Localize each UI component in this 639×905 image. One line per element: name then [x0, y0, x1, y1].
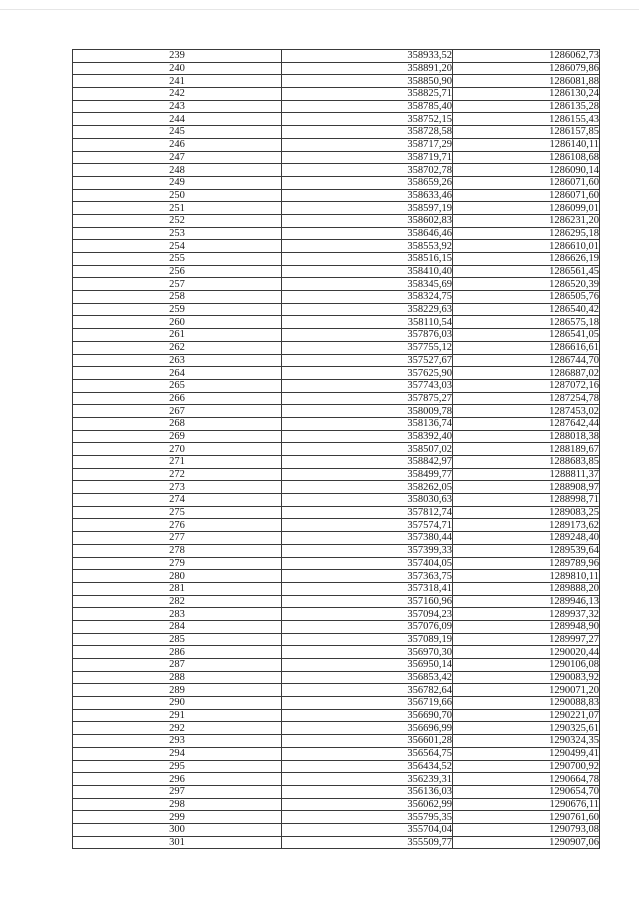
- point-number-cell: 259: [73, 303, 282, 316]
- point-number-cell: 239: [73, 50, 282, 63]
- table-row: [73, 773, 600, 786]
- x-coordinate-cell: 356853,42: [282, 671, 453, 684]
- y-coordinate-cell: 1290793,08: [453, 823, 600, 836]
- x-coordinate-cell: 357527,67: [282, 354, 453, 367]
- y-coordinate-cell: 1290325,61: [453, 722, 600, 735]
- table-row: [73, 646, 600, 659]
- y-coordinate-cell: 1290020,44: [453, 646, 600, 659]
- x-coordinate-cell: 357380,44: [282, 532, 453, 545]
- x-coordinate-cell: 358842,97: [282, 456, 453, 469]
- y-coordinate-cell: 1286561,45: [453, 265, 600, 278]
- point-number-cell: 256: [73, 265, 282, 278]
- point-number-cell: 269: [73, 430, 282, 443]
- x-coordinate-cell: 358553,92: [282, 240, 453, 253]
- y-coordinate-cell: 1286744,70: [453, 354, 600, 367]
- table-row: [73, 379, 600, 392]
- x-coordinate-cell: 358597,19: [282, 202, 453, 215]
- y-coordinate-cell: 1289539,64: [453, 544, 600, 557]
- table-row: [73, 557, 600, 570]
- point-number-cell: 244: [73, 113, 282, 126]
- y-coordinate-cell: 1288998,71: [453, 494, 600, 507]
- x-coordinate-cell: 358009,78: [282, 405, 453, 418]
- table-row: [73, 291, 600, 304]
- y-coordinate-cell: 1286079,86: [453, 62, 600, 75]
- x-coordinate-cell: 358646,46: [282, 227, 453, 240]
- point-number-cell: 299: [73, 811, 282, 824]
- y-coordinate-cell: 1290499,41: [453, 747, 600, 760]
- point-number-cell: 296: [73, 773, 282, 786]
- point-number-cell: 247: [73, 151, 282, 164]
- y-coordinate-cell: 1289937,32: [453, 608, 600, 621]
- point-number-cell: 285: [73, 633, 282, 646]
- point-number-cell: 252: [73, 214, 282, 227]
- x-coordinate-cell: 358717,29: [282, 138, 453, 151]
- x-coordinate-cell: 356062,99: [282, 798, 453, 811]
- y-coordinate-cell: 1289248,40: [453, 532, 600, 545]
- point-number-cell: 246: [73, 138, 282, 151]
- x-coordinate-cell: 358229,63: [282, 303, 453, 316]
- y-coordinate-cell: 1286626,19: [453, 253, 600, 266]
- x-coordinate-cell: 355509,77: [282, 836, 453, 849]
- table-row: [73, 405, 600, 418]
- x-coordinate-cell: 358392,40: [282, 430, 453, 443]
- table-row: [73, 126, 600, 139]
- point-number-cell: 275: [73, 506, 282, 519]
- x-coordinate-cell: 357875,27: [282, 392, 453, 405]
- point-number-cell: 291: [73, 709, 282, 722]
- y-coordinate-cell: 1286090,14: [453, 164, 600, 177]
- x-coordinate-cell: 358633,46: [282, 189, 453, 202]
- x-coordinate-cell: 358410,40: [282, 265, 453, 278]
- x-coordinate-cell: 357625,90: [282, 367, 453, 380]
- table-row: [73, 430, 600, 443]
- point-number-cell: 273: [73, 481, 282, 494]
- x-coordinate-cell: 358752,15: [282, 113, 453, 126]
- x-coordinate-cell: 357812,74: [282, 506, 453, 519]
- point-number-cell: 292: [73, 722, 282, 735]
- x-coordinate-cell: 356696,99: [282, 722, 453, 735]
- table-row: [73, 684, 600, 697]
- x-coordinate-cell: 356564,75: [282, 747, 453, 760]
- x-coordinate-cell: 358933,52: [282, 50, 453, 63]
- point-number-cell: 267: [73, 405, 282, 418]
- x-coordinate-cell: 356601,28: [282, 735, 453, 748]
- x-coordinate-cell: 358702,78: [282, 164, 453, 177]
- table-row: [73, 582, 600, 595]
- x-coordinate-cell: 358499,77: [282, 468, 453, 481]
- x-coordinate-cell: 356970,30: [282, 646, 453, 659]
- table-row: [73, 709, 600, 722]
- point-number-cell: 289: [73, 684, 282, 697]
- y-coordinate-cell: 1286130,24: [453, 88, 600, 101]
- y-coordinate-cell: 1286540,42: [453, 303, 600, 316]
- point-number-cell: 294: [73, 747, 282, 760]
- y-coordinate-cell: 1288189,67: [453, 443, 600, 456]
- x-coordinate-cell: 358891,20: [282, 62, 453, 75]
- table-row: [73, 253, 600, 266]
- table-row: [73, 468, 600, 481]
- table-row: [73, 608, 600, 621]
- table-row: [73, 494, 600, 507]
- point-number-cell: 240: [73, 62, 282, 75]
- x-coordinate-cell: 357399,33: [282, 544, 453, 557]
- point-number-cell: 254: [73, 240, 282, 253]
- point-number-cell: 297: [73, 785, 282, 798]
- y-coordinate-cell: 1290221,07: [453, 709, 600, 722]
- table-row: [73, 367, 600, 380]
- y-coordinate-cell: 1290676,11: [453, 798, 600, 811]
- y-coordinate-cell: 1286071,60: [453, 176, 600, 189]
- point-number-cell: 298: [73, 798, 282, 811]
- table-row: [73, 392, 600, 405]
- x-coordinate-cell: 357160,96: [282, 595, 453, 608]
- x-coordinate-cell: 358030,63: [282, 494, 453, 507]
- y-coordinate-cell: 1286505,76: [453, 291, 600, 304]
- y-coordinate-cell: 1289948,90: [453, 620, 600, 633]
- table-row: [73, 456, 600, 469]
- y-coordinate-cell: 1287642,44: [453, 417, 600, 430]
- y-coordinate-cell: 1286155,43: [453, 113, 600, 126]
- point-number-cell: 253: [73, 227, 282, 240]
- point-number-cell: 280: [73, 570, 282, 583]
- y-coordinate-cell: 1290324,35: [453, 735, 600, 748]
- x-coordinate-cell: 358659,26: [282, 176, 453, 189]
- y-coordinate-cell: 1286140,11: [453, 138, 600, 151]
- x-coordinate-cell: 356434,52: [282, 760, 453, 773]
- table-row: [73, 138, 600, 151]
- x-coordinate-cell: 356136,03: [282, 785, 453, 798]
- point-number-cell: 288: [73, 671, 282, 684]
- table-row: [73, 506, 600, 519]
- y-coordinate-cell: 1286520,39: [453, 278, 600, 291]
- table-row: [73, 341, 600, 354]
- table-row: [73, 75, 600, 88]
- point-number-cell: 251: [73, 202, 282, 215]
- y-coordinate-cell: 1286616,61: [453, 341, 600, 354]
- point-number-cell: 242: [73, 88, 282, 101]
- top-rule: [0, 9, 639, 10]
- table-row: [73, 481, 600, 494]
- x-coordinate-cell: 357089,19: [282, 633, 453, 646]
- point-number-cell: 257: [73, 278, 282, 291]
- table-row: [73, 214, 600, 227]
- table-row: [73, 620, 600, 633]
- x-coordinate-cell: 357094,23: [282, 608, 453, 621]
- y-coordinate-cell: 1286071,60: [453, 189, 600, 202]
- table-row: [73, 113, 600, 126]
- x-coordinate-cell: 358110,54: [282, 316, 453, 329]
- coordinates-table: [72, 49, 600, 849]
- point-number-cell: 282: [73, 595, 282, 608]
- table-row: [73, 50, 600, 63]
- y-coordinate-cell: 1289888,20: [453, 582, 600, 595]
- point-number-cell: 266: [73, 392, 282, 405]
- y-coordinate-cell: 1287453,02: [453, 405, 600, 418]
- x-coordinate-cell: 358345,69: [282, 278, 453, 291]
- y-coordinate-cell: 1289810,11: [453, 570, 600, 583]
- y-coordinate-cell: 1286099,01: [453, 202, 600, 215]
- table-row: [73, 836, 600, 849]
- y-coordinate-cell: 1289946,13: [453, 595, 600, 608]
- x-coordinate-cell: 355795,35: [282, 811, 453, 824]
- table-row: [73, 785, 600, 798]
- y-coordinate-cell: 1286135,28: [453, 100, 600, 113]
- point-number-cell: 295: [73, 760, 282, 773]
- point-number-cell: 255: [73, 253, 282, 266]
- x-coordinate-cell: 357755,12: [282, 341, 453, 354]
- y-coordinate-cell: 1289789,96: [453, 557, 600, 570]
- point-number-cell: 279: [73, 557, 282, 570]
- x-coordinate-cell: 358507,02: [282, 443, 453, 456]
- x-coordinate-cell: 355704,04: [282, 823, 453, 836]
- y-coordinate-cell: 1286062,73: [453, 50, 600, 63]
- point-number-cell: 264: [73, 367, 282, 380]
- y-coordinate-cell: 1286610,01: [453, 240, 600, 253]
- x-coordinate-cell: 357076,09: [282, 620, 453, 633]
- table-row: [73, 811, 600, 824]
- point-number-cell: 265: [73, 379, 282, 392]
- table-row: [73, 278, 600, 291]
- table-row: [73, 176, 600, 189]
- y-coordinate-cell: 1288683,85: [453, 456, 600, 469]
- y-coordinate-cell: 1287254,78: [453, 392, 600, 405]
- table-row: [73, 532, 600, 545]
- x-coordinate-cell: 358324,75: [282, 291, 453, 304]
- y-coordinate-cell: 1289997,27: [453, 633, 600, 646]
- table-row: [73, 189, 600, 202]
- y-coordinate-cell: 1290106,08: [453, 659, 600, 672]
- table-row: [73, 100, 600, 113]
- table-row: [73, 240, 600, 253]
- y-coordinate-cell: 1290664,78: [453, 773, 600, 786]
- table-row: [73, 735, 600, 748]
- x-coordinate-cell: 357363,75: [282, 570, 453, 583]
- y-coordinate-cell: 1290088,83: [453, 697, 600, 710]
- x-coordinate-cell: 357876,03: [282, 329, 453, 342]
- table-row: [73, 570, 600, 583]
- point-number-cell: 268: [73, 417, 282, 430]
- point-number-cell: 287: [73, 659, 282, 672]
- point-number-cell: 301: [73, 836, 282, 849]
- y-coordinate-cell: 1289173,62: [453, 519, 600, 532]
- table-row: [73, 798, 600, 811]
- point-number-cell: 284: [73, 620, 282, 633]
- point-number-cell: 283: [73, 608, 282, 621]
- y-coordinate-cell: 1288811,37: [453, 468, 600, 481]
- x-coordinate-cell: 358262,05: [282, 481, 453, 494]
- x-coordinate-cell: 358719,71: [282, 151, 453, 164]
- y-coordinate-cell: 1286541,05: [453, 329, 600, 342]
- table-row: [73, 633, 600, 646]
- x-coordinate-cell: 356239,31: [282, 773, 453, 786]
- y-coordinate-cell: 1287072,16: [453, 379, 600, 392]
- x-coordinate-cell: 358728,58: [282, 126, 453, 139]
- y-coordinate-cell: 1286295,18: [453, 227, 600, 240]
- x-coordinate-cell: 358825,71: [282, 88, 453, 101]
- table-row: [73, 62, 600, 75]
- point-number-cell: 263: [73, 354, 282, 367]
- y-coordinate-cell: 1286231,20: [453, 214, 600, 227]
- y-coordinate-cell: 1286157,85: [453, 126, 600, 139]
- table-row: [73, 265, 600, 278]
- point-number-cell: 286: [73, 646, 282, 659]
- x-coordinate-cell: 357318,41: [282, 582, 453, 595]
- point-number-cell: 241: [73, 75, 282, 88]
- y-coordinate-cell: 1289083,25: [453, 506, 600, 519]
- point-number-cell: 249: [73, 176, 282, 189]
- y-coordinate-cell: 1290071,20: [453, 684, 600, 697]
- y-coordinate-cell: 1290907,06: [453, 836, 600, 849]
- table-row: [73, 697, 600, 710]
- table-row: [73, 164, 600, 177]
- table-row: [73, 354, 600, 367]
- table-row: [73, 659, 600, 672]
- point-number-cell: 261: [73, 329, 282, 342]
- x-coordinate-cell: 356719,66: [282, 697, 453, 710]
- x-coordinate-cell: 357743,03: [282, 379, 453, 392]
- x-coordinate-cell: 356950,14: [282, 659, 453, 672]
- table-row: [73, 747, 600, 760]
- table-row: [73, 544, 600, 557]
- table-row: [73, 303, 600, 316]
- y-coordinate-cell: 1286575,18: [453, 316, 600, 329]
- point-number-cell: 271: [73, 456, 282, 469]
- x-coordinate-cell: 358136,74: [282, 417, 453, 430]
- point-number-cell: 281: [73, 582, 282, 595]
- x-coordinate-cell: 357574,71: [282, 519, 453, 532]
- x-coordinate-cell: 356690,70: [282, 709, 453, 722]
- table-row: [73, 88, 600, 101]
- table-row: [73, 823, 600, 836]
- point-number-cell: 290: [73, 697, 282, 710]
- y-coordinate-cell: 1290083,92: [453, 671, 600, 684]
- table-row: [73, 227, 600, 240]
- point-number-cell: 272: [73, 468, 282, 481]
- point-number-cell: 262: [73, 341, 282, 354]
- x-coordinate-cell: 358602,83: [282, 214, 453, 227]
- table-body: [73, 50, 600, 849]
- y-coordinate-cell: 1288018,38: [453, 430, 600, 443]
- point-number-cell: 300: [73, 823, 282, 836]
- y-coordinate-cell: 1286108,68: [453, 151, 600, 164]
- table-row: [73, 316, 600, 329]
- point-number-cell: 258: [73, 291, 282, 304]
- point-number-cell: 243: [73, 100, 282, 113]
- y-coordinate-cell: 1288908,97: [453, 481, 600, 494]
- point-number-cell: 293: [73, 735, 282, 748]
- table-row: [73, 417, 600, 430]
- table-row: [73, 443, 600, 456]
- point-number-cell: 277: [73, 532, 282, 545]
- x-coordinate-cell: 358516,15: [282, 253, 453, 266]
- point-number-cell: 276: [73, 519, 282, 532]
- y-coordinate-cell: 1286081,88: [453, 75, 600, 88]
- x-coordinate-cell: 358785,40: [282, 100, 453, 113]
- y-coordinate-cell: 1286887,02: [453, 367, 600, 380]
- x-coordinate-cell: 356782,64: [282, 684, 453, 697]
- point-number-cell: 270: [73, 443, 282, 456]
- point-number-cell: 250: [73, 189, 282, 202]
- table-row: [73, 329, 600, 342]
- table-row: [73, 202, 600, 215]
- point-number-cell: 245: [73, 126, 282, 139]
- table-row: [73, 519, 600, 532]
- y-coordinate-cell: 1290654,70: [453, 785, 600, 798]
- y-coordinate-cell: 1290761,60: [453, 811, 600, 824]
- y-coordinate-cell: 1290700,92: [453, 760, 600, 773]
- point-number-cell: 274: [73, 494, 282, 507]
- point-number-cell: 260: [73, 316, 282, 329]
- table-row: [73, 595, 600, 608]
- table-row: [73, 722, 600, 735]
- table-row: [73, 671, 600, 684]
- table-row: [73, 760, 600, 773]
- table-row: [73, 151, 600, 164]
- point-number-cell: 278: [73, 544, 282, 557]
- point-number-cell: 248: [73, 164, 282, 177]
- x-coordinate-cell: 358850,90: [282, 75, 453, 88]
- x-coordinate-cell: 357404,05: [282, 557, 453, 570]
